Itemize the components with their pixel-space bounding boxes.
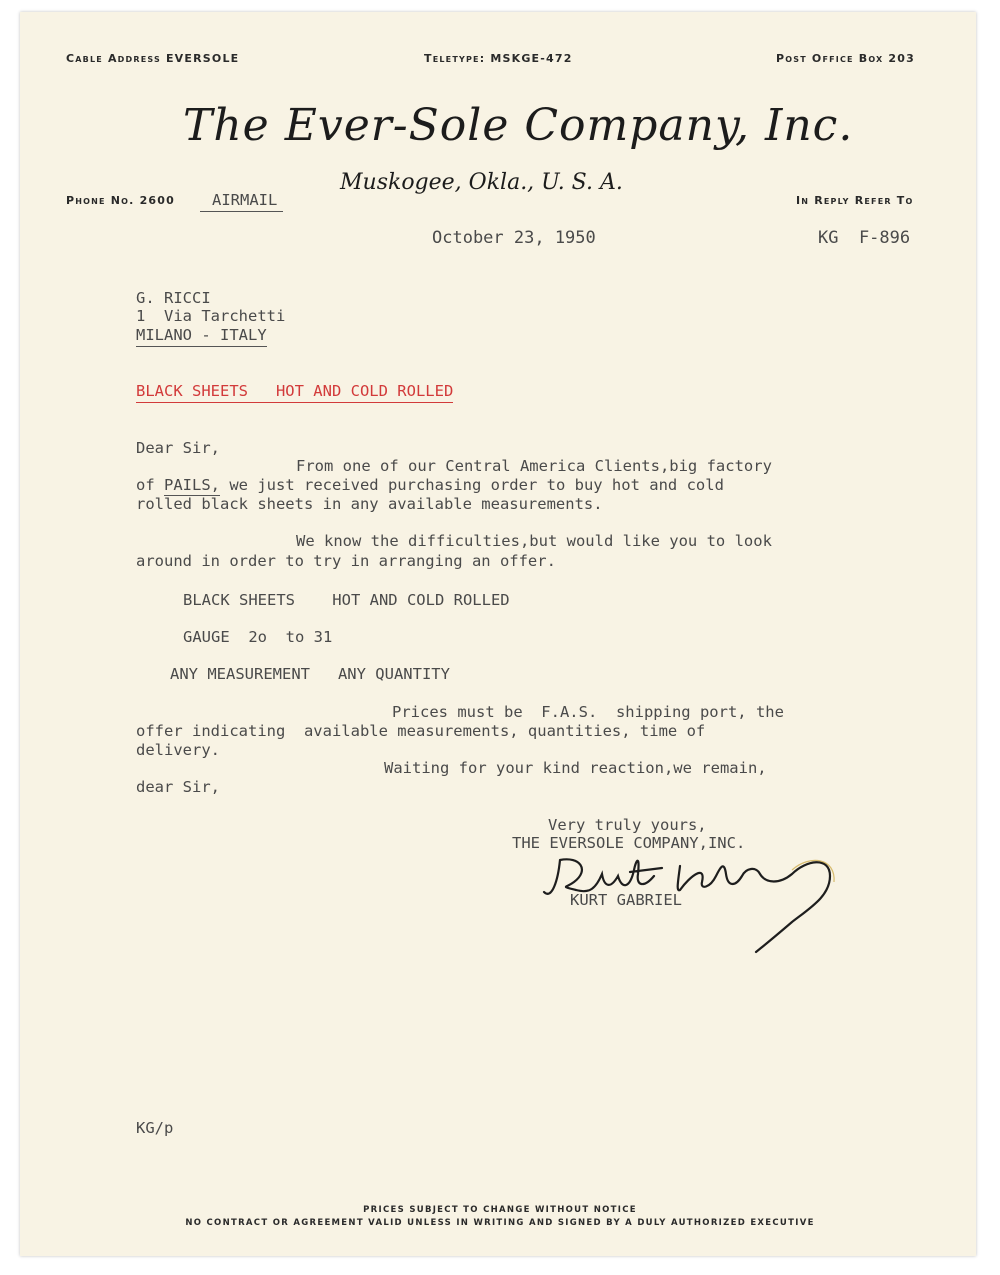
paragraph-3-line-2: offer indicating available measurements, quantities, time of bbox=[136, 722, 706, 740]
recipient-street: 1 Via Tarchetti bbox=[136, 307, 286, 325]
paragraph-1-line-2 bbox=[136, 475, 724, 495]
paragraph-4-line-1: Waiting for your kind reaction,we remain, bbox=[384, 759, 767, 777]
paragraph-3-line-3: delivery. bbox=[136, 741, 220, 759]
paragraph-1-line-1: From one of our Central America Clients,big factory bbox=[296, 457, 772, 475]
phone-number: Phone No. 2600 bbox=[66, 194, 175, 207]
footer-price-notice: PRICES SUBJECT TO CHANGE WITHOUT NOTICE bbox=[363, 1205, 637, 1215]
reply-refer-label: In Reply Refer To bbox=[796, 194, 914, 207]
paragraph-3-line-1: Prices must be F.A.S. shipping port, the bbox=[392, 703, 784, 721]
spec-quantity: ANY MEASUREMENT ANY QUANTITY bbox=[170, 665, 450, 683]
cable-address: Cable Address EVERSOLE bbox=[66, 52, 240, 65]
closing-salutation: dear Sir, bbox=[136, 778, 220, 796]
recipient-name: G. RICCI bbox=[136, 289, 211, 307]
reference-number: KG F-896 bbox=[818, 228, 911, 248]
pails-underlined: PAILS, bbox=[164, 476, 220, 494]
footer-contract-notice: NO CONTRACT OR AGREEMENT VALID UNLESS IN WRITING AND SIGNED BY A DULY AUTHORIZED EXECUTIVE bbox=[185, 1218, 815, 1228]
paragraph-1-line-3: rolled black sheets in any available measurements. bbox=[136, 495, 603, 513]
valediction: Very truly yours, bbox=[548, 816, 707, 834]
recipient-city: MILANO - ITALY bbox=[136, 325, 267, 347]
text-fragment: of bbox=[136, 476, 164, 494]
subject-line: BLACK SHEETS HOT AND COLD ROLLED bbox=[136, 381, 453, 403]
company-location: Muskogee, Okla., U. S. A. bbox=[340, 170, 623, 195]
company-name: The Ever-Sole Company, Inc. bbox=[183, 100, 854, 151]
handwritten-signature bbox=[530, 830, 850, 960]
paragraph-2-line-2: around in order to try in arranging an offer. bbox=[136, 552, 556, 570]
signer-name: KURT GABRIEL bbox=[570, 891, 682, 909]
post-office-box: Post Office Box 203 bbox=[776, 52, 915, 65]
salutation: Dear Sir, bbox=[136, 439, 220, 457]
typist-initials: KG/p bbox=[136, 1119, 174, 1137]
spec-material: BLACK SHEETS HOT AND COLD ROLLED bbox=[183, 591, 510, 609]
letter-date: October 23, 1950 bbox=[432, 228, 596, 248]
airmail-stamp: AIRMAIL bbox=[200, 190, 283, 212]
company-typed-name: THE EVERSOLE COMPANY,INC. bbox=[512, 834, 746, 852]
paragraph-2-line-1: We know the difficulties,but would like you to look bbox=[296, 532, 772, 550]
spec-gauge: GAUGE 2o to 31 bbox=[183, 628, 333, 646]
teletype-number: Teletype: MSKGE-472 bbox=[424, 52, 573, 65]
text-fragment: we just received purchasing order to buy hot and cold bbox=[220, 476, 724, 494]
